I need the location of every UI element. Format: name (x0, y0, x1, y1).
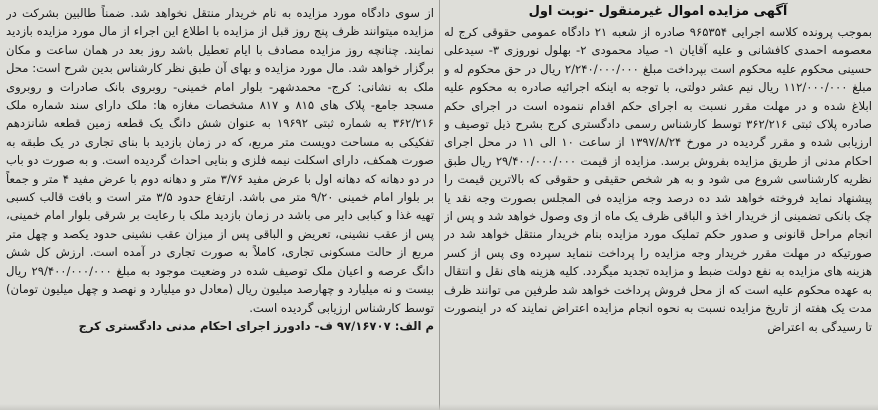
notice-body-right: بموجب پرونده کلاسه اجرایی ۹۶۵۳۵۴ صادره از شعبه ۲۱ دادگاه عمومی حقوقی کرج له معصومه احمدی کافشانی و علیه آقایان ۱- صیاد محمودی ۲- بهلول نوروزی ۳- سیدعلی حسینی محکوم علیه محکوم است بپرداخت مبلغ ۲/۲۴۰/۰۰۰/۰۰۰ ریال در حق محکوم له و مبلغ ۱۱۲/۰۰۰/۰۰۰ ریال نیم عشر دولتی، با توجه به اینکه اجرائیه صادره به محکوم علیه ابلاغ شده و در مهلت مقرر نسبت به اجرای حکم اقدام ننموده است در اجرای حکم صادره پلاک ثبتی ۳۶۲/۲۱۶ توسط کارشناس رسمی دادگستری کرج بشرح ذیل توصیف و ارزیابی شده و مقرر گردیده در مورخ ۱۳۹۷/۸/۲۴ از ساعت ۱۰ الی ۱۱ در محل اجرای احکام مدنی از طریق مزایده بفروش برسد. مزایده از قیمت ۲۹/۴۰۰/۰۰۰/۰۰۰ ریال طبق نظریه کارشناسی شروع می شود و به هر شخص حقیقی و حقوقی که بالاترین قیمت را پیشنهاد نماید فروخته خواهد شد ده درصد وجه مزایده فی المجلس بصورت وجه نقد یا چک بانکی تضمینی از خریدار اخذ و الباقی ظرف یک ماه از وی وصول خواهد شد و پس از انجام مراحل قانونی و صدور حکم تملیک مورد مزایده بنام خریدار منتقل خواهد شد در صورتیکه در مهلت مقرر خریدار وجه مزایده را پرداخت ننماید سپرده وی پس از کسر هزینه های مزایده به نفع دولت ضبط و مزایده تجدید میگردد. کلیه هزینه های نقل و انتقال به عهده محکوم علیه است که از محل فروش پرداخت خواهد شد طرفین می توانند ظرف مدت یک هفته از تاریخ مزایده نسبت به نحوه انجام مزایده اعتراض نمایند که در اینصورت تا رسیدگی به اعتراض (444, 25, 872, 334)
notice-body-left: از سوی دادگاه مورد مزایده به نام خریدار منتقل نخواهد شد. ضمناً طالبین بشرکت در مزایده میتوانند ظرف پنج روز قبل از مزایده با اطلاع این اجراء از مال مورد مزایده بازدید نمایند. چنانچه روز مزایده مصادف با ایام تعطیل باشد روز بعد در همان ساعت و مکان برگزار خواهد شد. مال مورد مزایده و بهای آن طبق نظر کارشناس بدین شرح است: محل ملک به نشانی: کرج- محمدشهر- بلوار امام خمینی- روبروی بانک صادرات و روبروی مسجد جامع- پلاک های ۸۱۵ و ۸۱۷ مشخصات مغازه ها: ملک دارای سند شماره ملک ۳۶۲/۲۱۶ به شماره ثبتی ۱۹۶۹۲ به عنوان شش دانگ یک قطعه زمین قطعه شانزدهم تفکیکی به مساحت دویست متر مربع، که در زمان بازدید با بنای تجاری در یک طبقه به صورت همکف، دارای اسکلت نیمه فلزی و بنایی احداث گردیده است. و به صورت دو باب در دو دهانه که دهانه اول با عرض مفید ۳/۷۶ متر و دهانه دوم با عرض مفید ۴ متر و جمعاً بر بلوار امام خمینی ۹/۲۰ متر می باشد. ارتفاع حدود ۳/۵ متر است و بافت قالب کسبی تهیه غذا و کبابی دایر می باشد در زمان بازدید ملک با رعایت بر شرقی بلوار امام خمینی، پس از عقب نشینی، تعریض و الباقی پس از میزان عقب نشینی حدود یکصد و چهل متر مربع از حالت مسکونی تجاری، کاملاً به صورت تجاری در آمده است. ارزش کل شش دانگ عرصه و اعیان ملک توصیف شده در وضعیت موجود به مبلغ ۲۹/۴۰۰/۰۰۰/۰۰۰ ریال بیست و نه میلیارد و چهارصد میلیون ریال (معادل دو میلیارد و نهصد و چهل میلیون تومان) توسط کارشناس ارزیابی گردیده است. (6, 6, 434, 315)
bottom-edge (0, 404, 878, 410)
left-column (6, 4, 434, 408)
notice-footer: م الف: ۹۷/۱۶۷۰۷ ف- دادورز اجرای احکام مدنی دادگستری کرج (78, 318, 434, 333)
column-divider (439, 0, 440, 410)
right-column (444, 2, 872, 408)
notice-title: آگهی مزایده اموال غیرمنقول -نوبت اول (528, 4, 788, 19)
